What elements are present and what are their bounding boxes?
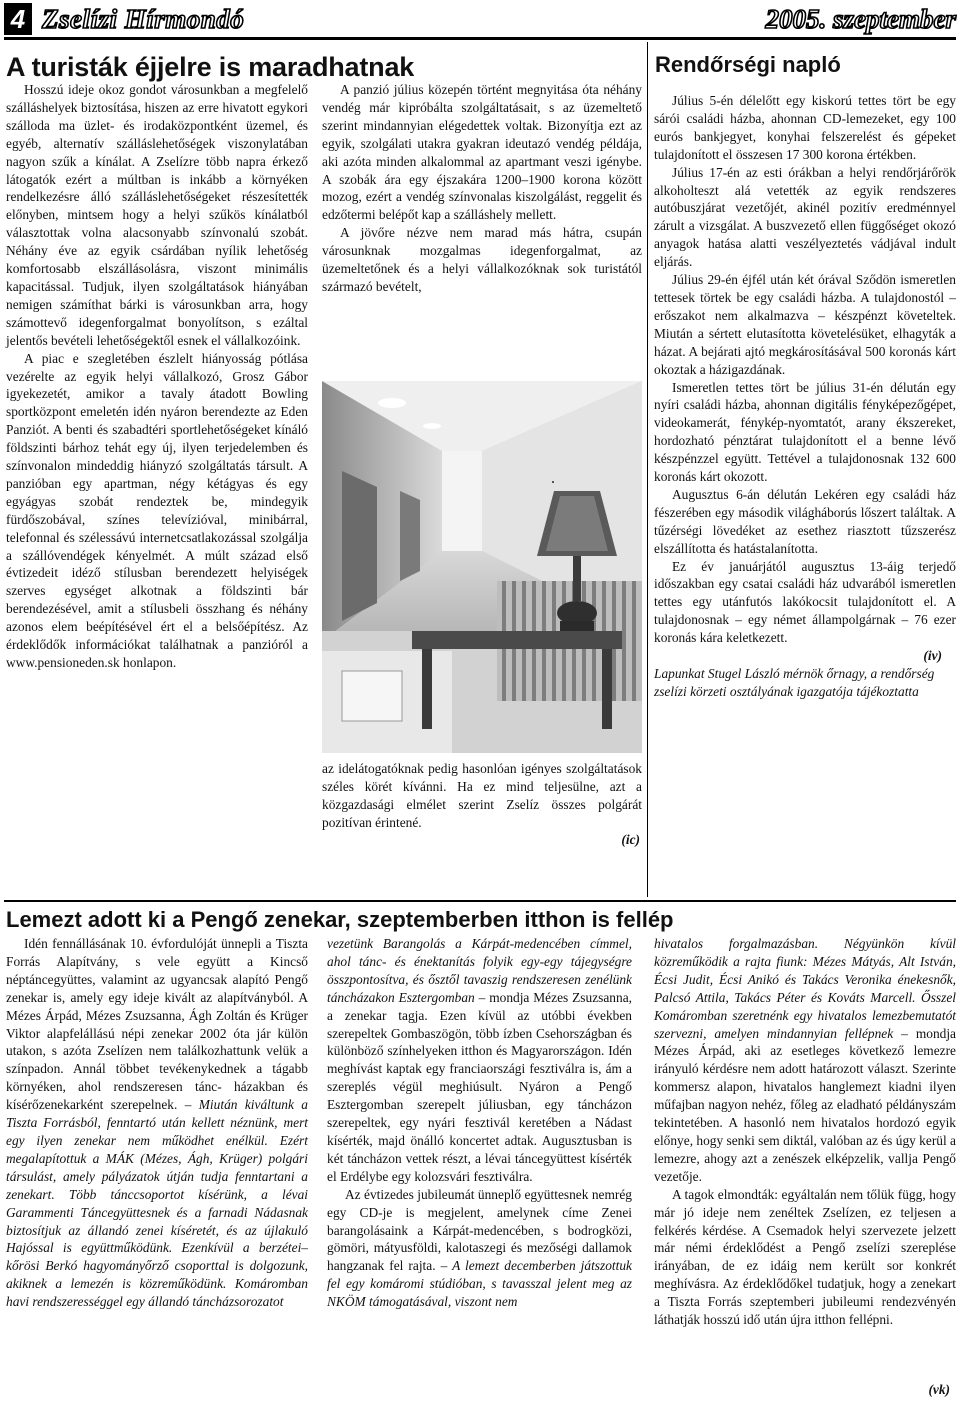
police-entry: Július 29-én éjfél után két órával Sződön ismeretlen tettesek törtek be egy családi házba. A tulajdonostól – erőszakot nem alkalmazva – készpénzt követeltek. Miután a sértett elutasította követelésüket, elhagyták a házat. A bejárati ajtó megkárosításával 500 koronás kárt okoztak a házigazdának. xyxy=(654,272,956,377)
page-header xyxy=(4,3,956,40)
police-entry: Július 5-én délelőtt egy kiskorú tettes tört be egy sárói családi házba, ahonnan CD-lemezeket, egy 100 eurós bankjegyet, konyhai felszerelést és gépeket tulajdonított el összesen 17 300 korona értékben. xyxy=(654,93,956,162)
article2-column-2 xyxy=(327,935,632,1311)
article2-text: Az évtizedes jubileumát ünneplő együttesnek nemrég egy CD-je is megjelent, amelynek címe Zenei barangolásaink a Kárpát-medencében, s bodrogközi, gömöri, mátyusföldi, kalotaszegi és mezőségi dallamok hangzanak fel rajta. xyxy=(327,1186,632,1274)
article2-quote: hivatalos forgalmazásban. Négyünkön kívül közreműködik a rajta fiunk: Mézes Mátyás, Alt István, Écsi Judit, Écsi Anikó és Takács Veronika énekesnők, Palcsó Attila, Takács Péter és Kováts Marcell. Ősszel Komáromban szeretnénk egy hivatalos lemezbemutatót szervezni, amelyen mindannyian fellépnek xyxy=(654,936,956,1041)
page-number: 4 xyxy=(4,3,32,35)
article-paragraph: A piac e szegletében észlelt hiányosság pótlása vezérelte az egyik helyi vállalkozó, Grosz Gábor igyekezetét, amikor a tavaly átadott Bowling sportközpont emeletén idén nyáron berendezte az Eden Panziót. A benti és szabadtéri sportlehetőségeket kínáló földszinti bárhoz tehát egy új, ilyen terjedelemben és színvonalon mindeddig hiányzó szolgáltatás társult. A panzióban egy apartman, négy kétágyas és egy egyágyas szobát rendeztek be, mindegyik fürdőszobával, színes televízióval, minibárral, telefonnal és szélessávú internetcsatlakozással szolgálja a szállóvendégek kényelmét. A múlt század első évtizedeit idéző stílusban berendezett helyiségek szerves egységet alkotnak a földszinti bár berendezésével, amit a stílusbeli összhang és néhány azonos elem beépítésével ért el a belsőépítész. Az érdeklődők információkat találhatnak a panzióról a www.pensioneden.sk honlapon. xyxy=(6,350,308,670)
article2-column-1 xyxy=(6,935,308,1311)
newspaper-title: Zselízi Hírmondó xyxy=(42,4,245,34)
article2-paragraph: A tagok elmondták: egyáltalán nem tőlük függ, hogy már jó ideje nem zenéltek Zselízen, ez teljesen a felkérés kérdése. A Csemadok helyi szervezete jelzett már némi érdeklődést a Pengő zselízi szereplése irányában, de ez idáig nem került sor konkrét meghívásra. Az érdeklődőkel tudatjuk, hogy a zenekart a Tiszta Forrás szeptemberi jubileumi rendezvényén láthatják hosszú idő után újra itthon fellépni. xyxy=(654,1186,956,1328)
article-signature: (ic) xyxy=(621,832,640,847)
hotel-photo xyxy=(322,381,642,753)
article-paragraph: az idelátogatóknak pedig hasonlóan igényes szolgáltatások széles körét kívánni. Ha ez mind teljesülne, azt a közgazdasági elmélet szerint Zselíz összes polgárát pozitívan érintené. xyxy=(322,761,642,830)
article2-text: Idén fennállásának 10. évfordulóját ünnepli a Tiszta Forrás Alapítvány, s vele együtt a Kincső néptáncegyüttes, valamint az ugyancsak alapító Pengő zenekar is, amely egy ideje kivált az alapítványból. A Mézes Árpád, Mézes Zsuzsanna, Ágh Zoltán és Krüger Viktor alapfelállású népi zenekar 2002 óta jár külön utakon, s azóta Zselízen nem találkozhattunk velük a színpadon. Annál többet tevékenykednek a tágabb környéken, ahol rendszeresen tánc- házakban és kísérőzenekarként szerepelnek. xyxy=(6,936,308,1113)
article2-text: – mondja Mézes Árpád, aki az esetleges következő lemezre irányuló kérdésre nem adott határozott választ. Szerinte kommersz alapon, hivatalos hanglemezt kiadni ilyen műfajban nagyon nehéz, főleg az eladható példányszám tekintetében. A hasonló nem hivatalos hordozó egyik előnye, hogy senki sem diktál, valóban az és úgy kerül a lemezre, ahogy azt a zenészek elképzelik, vallja Pengő vezetője. xyxy=(654,1025,956,1184)
police-source-note: Lapunkat Stugel László mérnök őrnagy, a rendőrség zselízi körzeti osztályának igazgatója tájékoztatta xyxy=(654,666,935,699)
article2-text: – mondja Mézes Zsuzsanna, a zenekar tagja. Ezen kívül az utóbbi években szerepeltek Gombaszögön, több ízben Csehországban és különböző színhelyeken itthon és Magyarországon. Idén meghívást kaptak egy franciaországi fesztiválra is, ám a szereplés végül meghiúsult. Nyáron a Pengő Esztergomban szerepelt júliusban, egy táncházon szerepeltek, egy nyári fesztivál keretében a Nádast kísérték, majd önálló koncertet adtak. Augusztusban is két táncházon vettek részt, a lévai táncegyüttest kísérték el Erdélybe egy kolozsvári fesztiválra. xyxy=(327,989,632,1184)
article-paragraph: Hosszú ideje okoz gondot városunkban a megfelelő szálláshelyek biztosítása, hiszen az erre hivatott egykori szálloda ma üzlet- és irodaközpontként üzemel, és egyéb, alternatív szálláslehetőségek viszonylatában nagyon szűk a kínálat. A Zselízre több napra érkező látogatók ezért a múltban is inkább a környéken rendelkezésre álló szálláslehetőségeket részesítették előnyben, mintsem hogy a helyi szűkös kínálatból választottak volna alacsonyabb színvonalú szobát. Néhány éve az egyik csárdában nyílik lehetőség komfortosabb elszállásolásra, viszont minimális kapacitással. Tudjuk, ilyen szolgáltatások hiányában nemigen számíthat bárki is városunkban arra, hogy számottevő idegenforgalmat bonyolítson, s ezáltal jelentős bevételi lehetőségektől esnek el vállalkozóink. xyxy=(6,82,308,348)
article2-column-3 xyxy=(654,935,956,1329)
article-paragraph: A panzió július közepén történt megnyitása óta néhány vendég már kipróbálta szolgáltatásait, s az üzemeltető szerint mindannyian elégedettek voltak. Bizonyítja ezt az egyik, szolgálati utakra gyakran ideutazó vendég példája, aki azóta minden alkalommal az apartmant veszi igénybe. A szobák ára egy éjszakára 1200–1900 korona között mozog, ezért a vendég színvonalas kiszolgálást, reggelit és edzőtermi belépőt kap a szálláshely mellett. xyxy=(322,82,642,223)
police-entry: Augusztus 6-án délután Lekéren egy családi ház fészerében egy második világháborús lőszert találtak. A tűzérségi lövedéket az esethez riasztott tűzszerész elszállította és hatástalanította. xyxy=(654,486,956,556)
column-divider xyxy=(647,42,648,897)
article2-signature: (vk) xyxy=(928,1382,950,1397)
article2-headline: Lemezt adott ki a Pengő zenekar, szeptemberben itthon is fellép xyxy=(6,907,674,932)
police-entry: Július 17-én az esti órákban a helyi rendőrjárőrök alkoholteszt alá vetették az egyik rendszeres autóbuszjárat vezetőjét, akinél pozitív eredménnyel zárult a vizsgálat. A buszvezető ellen függőséget okozó anyagok hatása alatti veszélyeztetés vádjával indult eljárás. xyxy=(654,164,956,270)
article-left-column xyxy=(6,81,308,672)
police-log-column xyxy=(654,92,956,701)
hotel-corridor-image xyxy=(322,381,642,753)
article-middle-column xyxy=(322,81,642,296)
police-signature: (iv) xyxy=(923,648,942,664)
article-paragraph: A jövőre nézve nem marad más hátra, csupán városunknak mozgalmas idegenforgalmat, az üzemeltetőnek és a helyi vállalkozóknak sok turistától származó bevételt, xyxy=(322,225,642,294)
police-entry: Ez év januárjától augusztus 13-áig terjedő időszakban egy csatai családi ház udvarából ismeretlen tettes egy utánfutós lakókocsit tulajdonított el. A tulajdonosnak – egy német állampolgárnak – 76 ezer koronás kára keletkezett. xyxy=(654,558,956,646)
article-headline: A turisták éjjelre is maradhatnak xyxy=(6,52,415,82)
article2-quote: – A lemezt decemberben játszottuk fel egy komáromi stúdióban, s tavasszal jelent meg az NKÖM támogatásával, viszont nem xyxy=(327,1258,633,1310)
article2-quote: – Miután kiváltunk a Tiszta Forrásból, fenntartó után kellett néznünk, mert egy ilyen zenekar nem működhet enélkül. Ezért megalapítottuk a MÁK (Mézes, Ágh, Krüger) polgári társulást, amely pályázatok útján tudja fenntartani a zenekart. Több tánccsoportot kísérünk, a lévai Garammenti Táncegyüttesnek és a farnadi Nádasnak biztosítjuk az állandó zenei kíséretét, és az újlakuló Hajóssal is együttműködünk. Ezenkívül a berzétei–kőrösi Berkó hagyományőrző csoporttal is dolgozunk, akiknek a lemezén is közreműködünk. Komáromban havi rendszerességgel egy állandó táncházsorozatot xyxy=(6,1097,308,1310)
issue-date: 2005. szeptember xyxy=(765,4,956,34)
police-entry: Ismeretlen tettes tört be július 31-én délután egy nyíri családi házba, ahonnan digitális fényképezőgépet, videokamerát, fénykép-nyomtatót, arany ékszereket, hordozható pénztárat tulajdonított el a benne lévő készpénzzel együtt. Tettével a tulajdonosnak 132 600 koronás kárt okozott. xyxy=(654,379,956,485)
section-divider xyxy=(4,900,956,902)
article2-quote: vezetünk Barangolás a Kárpát-medencében címmel, ahol tánc- és énektanítás folyik egy-egy tájegységre összpontosítva, és ősztől tavaszig rendszeresen zenélünk táncházakon Esztergomban xyxy=(327,936,632,1005)
police-log-headline: Rendőrségi napló xyxy=(655,52,841,77)
article-middle-column-bottom xyxy=(322,760,642,832)
